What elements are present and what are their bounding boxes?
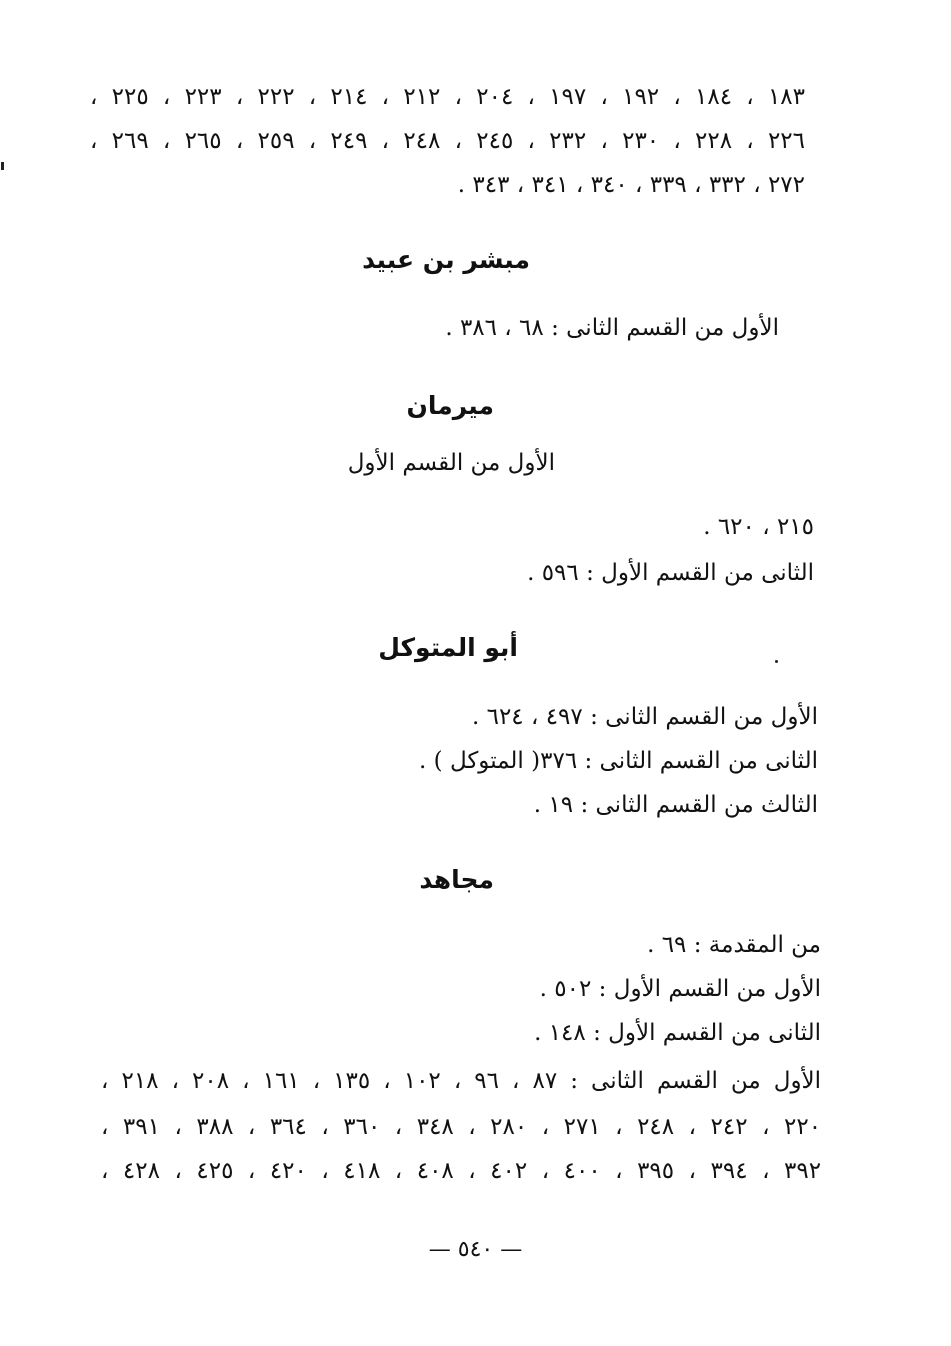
index-line: الأول من القسم الثانى : ٤٩٧ ، ٦٢٤ . xyxy=(471,704,818,730)
index-line: ٢٢٠ ، ٢٤٢ ، ٢٤٨ ، ٢٧١ ، ٢٨٠ ، ٣٤٨ ، ٣٦٠ ، ٣٦٤ ، ٣٨٨ ، ٣٩١ ، xyxy=(101,1114,822,1140)
index-line: الثانى من القسم الثانى : ٣٧٦( المتوكل ) . xyxy=(419,748,818,774)
index-line: ٢٧٢ ، ٣٣٢ ، ٣٣٩ ، ٣٤٠ ، ٣٤١ ، ٣٤٣ . xyxy=(457,172,805,198)
index-line: الثانى من القسم الأول : ٥٩٦ . xyxy=(527,560,814,586)
stray-dot xyxy=(775,660,778,663)
section-heading: ميرمان xyxy=(406,391,494,420)
index-line: الثالث من القسم الثانى : ١٩ . xyxy=(533,792,818,818)
section-heading: مجاهد xyxy=(419,865,494,894)
scan-edge-mark xyxy=(1,162,4,170)
index-line: الأول من القسم الأول xyxy=(347,450,555,476)
index-line: الثانى من القسم الأول : ١٤٨ . xyxy=(534,1020,821,1046)
index-line: الأول من القسم الثانى : ٦٨ ، ٣٨٦ . xyxy=(445,315,779,341)
index-line: الأول من القسم الثانى : ٨٧ ، ٩٦ ، ١٠٢ ، ١٣٥ ، ١٦١ ، ٢٠٨ ، ٢١٨ ، xyxy=(101,1068,822,1094)
section-heading: أبو المتوكل xyxy=(378,633,518,662)
page-number: — ٥٤٠ — xyxy=(428,1237,523,1262)
index-line: من المقدمة : ٦٩ . xyxy=(647,932,821,958)
index-line: الأول من القسم الأول : ٥٠٢ . xyxy=(539,976,821,1002)
index-line: ١٨٣ ، ١٨٤ ، ١٩٢ ، ١٩٧ ، ٢٠٤ ، ٢١٢ ، ٢١٤ ، ٢٢٢ ، ٢٢٣ ، ٢٢٥ ، xyxy=(90,84,805,110)
index-line: ٢٢٦ ، ٢٢٨ ، ٢٣٠ ، ٢٣٢ ، ٢٤٥ ، ٢٤٨ ، ٢٤٩ ، ٢٥٩ ، ٢٦٥ ، ٢٦٩ ، xyxy=(90,128,805,154)
section-heading: مبشر بن عبيد xyxy=(362,245,530,274)
index-line: ٣٩٢ ، ٣٩٤ ، ٣٩٥ ، ٤٠٠ ، ٤٠٢ ، ٤٠٨ ، ٤١٨ ، ٤٢٠ ، ٤٢٥ ، ٤٢٨ ، xyxy=(101,1158,822,1184)
index-line: ٢١٥ ، ٦٢٠ . xyxy=(703,514,814,540)
